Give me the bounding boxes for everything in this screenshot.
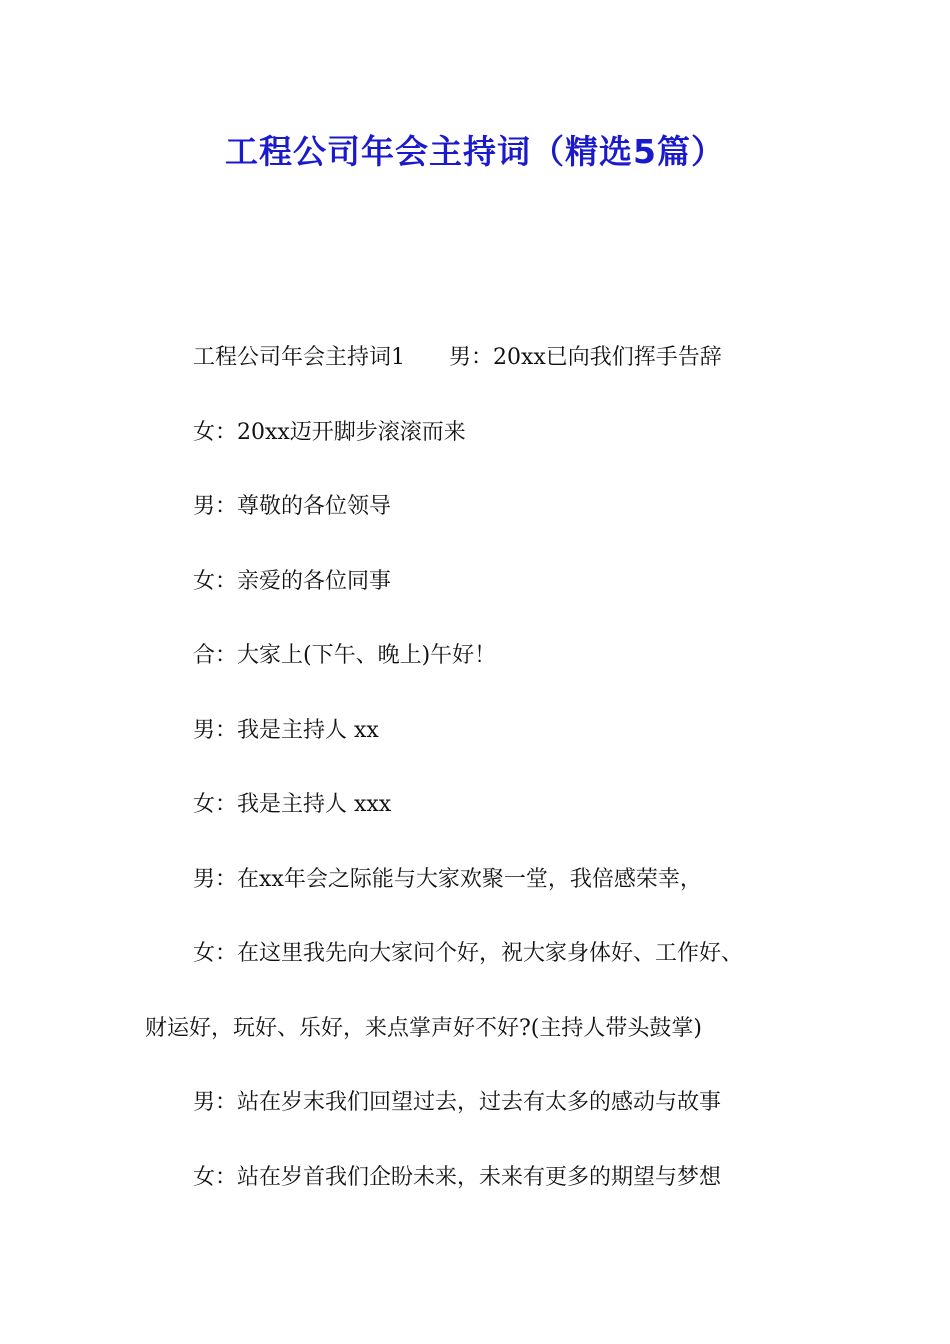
paragraph-1 — [0, 340, 950, 415]
paragraph-8: 男：在xx年会之际能与大家欢聚一堂，我倍感荣幸， — [193, 866, 702, 892]
document-title: 工程公司年会主持词（精选5篇） — [225, 132, 725, 171]
paragraph-line: 女：在这里我先向大家问个好，祝大家身体好、工作好、 — [193, 941, 744, 966]
paragraph-2: 女：20xx迈开脚步滚滚而来 — [193, 419, 466, 445]
paragraph-text: 男：20xx已向我们挥手告辞 — [449, 345, 722, 370]
paragraph-6: 男：我是主持人 xx — [193, 717, 379, 743]
paragraph-3: 男：尊敬的各位领导 — [193, 494, 392, 519]
paragraph-9 — [0, 936, 950, 1085]
paragraph-5: 合：大家上(下午、晚上)午好！ — [193, 643, 497, 668]
paragraph-7: 女：我是主持人 xxx — [193, 792, 392, 817]
document-body — [0, 340, 950, 1234]
paragraph-line: 财运好，玩好、乐好，来点掌声好不好?(主持人带头鼓掌) — [145, 1015, 702, 1041]
paragraph-11: 女：站在岁首我们企盼未来，未来有更多的期望与梦想 — [193, 1164, 722, 1190]
paragraph-10: 男：站在岁末我们回望过去，过去有太多的感动与故事 — [193, 1090, 722, 1115]
paragraph-4: 女：亲爱的各位同事 — [193, 568, 392, 594]
section-heading: 工程公司年会主持词1 — [193, 345, 405, 370]
